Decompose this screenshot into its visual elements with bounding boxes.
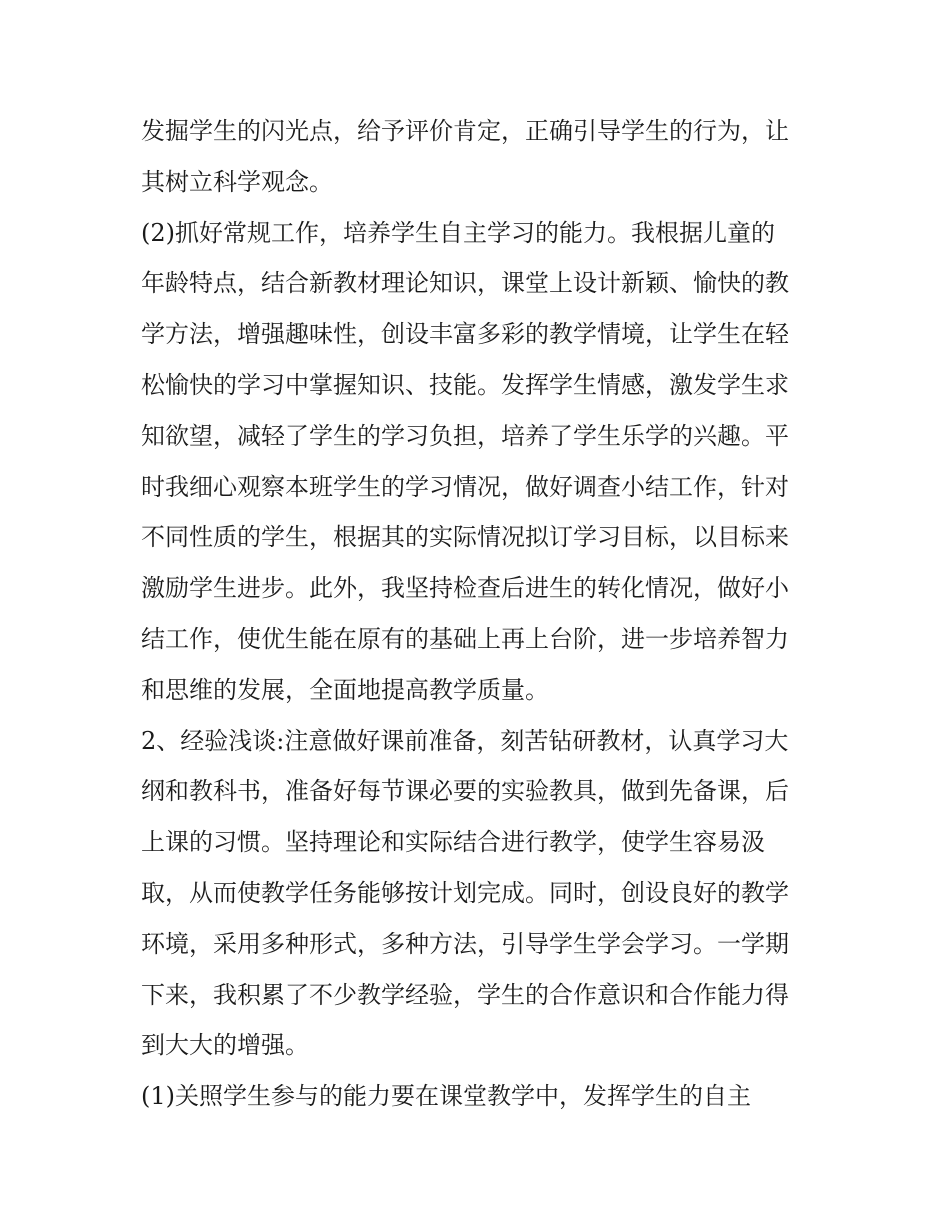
text-line: 环境，采用多种形式，多种方法，引导学生学会学习。一学期 <box>141 929 789 958</box>
text-line: 年龄特点，结合新教材理论知识，课堂上设计新颖、愉快的教 <box>141 269 789 298</box>
text-line: (1)关照学生参与的能力要在课堂教学中，发挥学生的自主 <box>141 1082 751 1111</box>
text-line: 上课的习惯。坚持理论和实际结合进行教学，使学生容易汲 <box>141 828 765 857</box>
text-line: 和思维的发展，全面地提高教学质量。 <box>141 675 549 704</box>
text-line: 结工作，使优生能在原有的基础上再上台阶，进一步培养智力 <box>141 624 789 653</box>
text-line: 其树立科学观念。 <box>141 167 333 196</box>
text-line: 下来，我积累了不少教学经验，学生的合作意识和合作能力得 <box>141 980 789 1009</box>
text-line: 松愉快的学习中掌握知识、技能。发挥学生情感，激发学生求 <box>141 370 789 399</box>
document-body <box>141 106 821 1122</box>
text-line: 发掘学生的闪光点，给予评价肯定，正确引导学生的行为，让 <box>141 117 789 145</box>
text-line: 时我细心观察本班学生的学习情况，做好调查小结工作，针对 <box>141 472 789 501</box>
text-line: 学方法，增强趣味性，创设丰富多彩的教学情境，让学生在轻 <box>141 320 789 349</box>
text-line: (2)抓好常规工作，培养学生自主学习的能力。我根据儿童的 <box>141 218 775 247</box>
text-line: 纲和教科书，准备好每节课必要的实验教具，做到先备课，后 <box>141 777 789 806</box>
text-line: 2、经验浅谈:注意做好课前准备，刻苦钻研教材，认真学习大 <box>141 726 789 755</box>
text-line: 知欲望，减轻了学生的学习负担，培养了学生乐学的兴趣。平 <box>141 421 789 450</box>
text-line: 到大大的增强。 <box>141 1031 309 1060</box>
text-line: 不同性质的学生，根据其的实际情况拟订学习目标，以目标来 <box>141 523 789 552</box>
text-line: 取，从而使教学任务能够按计划完成。同时，创设良好的教学 <box>141 878 789 907</box>
text-line: 激励学生进步。此外，我坚持检查后进生的转化情况，做好小 <box>141 574 789 603</box>
